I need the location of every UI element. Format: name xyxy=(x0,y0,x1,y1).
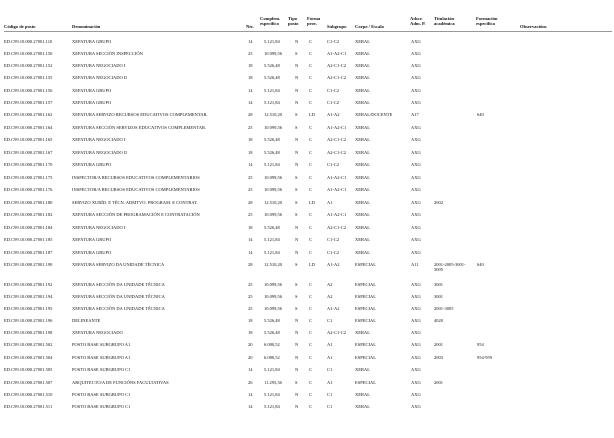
subgrupo-cell: C1 xyxy=(327,404,333,409)
codigo-cell: ED.C99.10.000.27001.155 xyxy=(4,75,53,80)
complemento-cell: 5.121,84 xyxy=(264,162,280,167)
nivel-cell: 14 xyxy=(248,162,253,167)
nivel-cell: 25 xyxy=(248,187,253,192)
header-titulacion: Titulación académica xyxy=(434,16,455,27)
forma-prov-cell: C xyxy=(309,237,313,242)
forma-prov-cell: C xyxy=(309,367,313,372)
adscr-cell: AXG xyxy=(411,282,421,287)
tipo-posto-cell: N xyxy=(295,150,299,155)
adscr-cell: AXG xyxy=(411,355,421,360)
forma-prov-cell: C xyxy=(309,137,313,142)
corpo-escala-cell: XERAL xyxy=(355,63,370,68)
codigo-cell: ED.C99.10.000.27001.198 xyxy=(4,330,53,335)
subgrupo-cell: A2-C1-C2 xyxy=(327,75,346,80)
codigo-cell: ED.C99.10.000.27001.110 xyxy=(4,39,53,44)
tipo-posto-cell: N xyxy=(295,404,299,409)
adscr-cell: AXG xyxy=(411,392,421,397)
tipo-posto-cell: N xyxy=(295,367,299,372)
subgrupo-cell: A2-C1-C2 xyxy=(327,330,346,335)
forma-prov-cell: C xyxy=(309,330,313,335)
denominacion-cell: XEFATURA NEGOCIADO I xyxy=(72,63,126,68)
codigo-cell: ED.C99.10.000.27001.511 xyxy=(4,404,53,409)
denominacion-cell: XEFATURA SECCIÓN DE PROGRAMACIÓN E CONTRATACIÓN xyxy=(72,212,200,217)
complemento-cell: 12.510,20 xyxy=(264,262,282,267)
titulacion-cell: 3001 xyxy=(434,294,443,299)
nivel-cell: 18 xyxy=(248,63,253,68)
denominacion-cell: XEFATURA SECCIÓN INSPECCIÓN xyxy=(72,51,143,56)
tipo-posto-cell: N xyxy=(295,318,299,323)
forma-prov-cell: C xyxy=(309,380,313,385)
adscr-cell: AXG xyxy=(411,39,421,44)
forma-prov-cell: C xyxy=(309,51,313,56)
codigo-cell: ED.C99.10.000.27001.510 xyxy=(4,392,53,397)
adscr-cell: AXG xyxy=(411,330,421,335)
subgrupo-cell: A1 xyxy=(327,200,333,205)
header-corpo: Corpo / Escala xyxy=(355,24,384,29)
corpo-escala-cell: XERAL xyxy=(355,200,370,205)
complemento-cell: 12.510,20 xyxy=(264,112,282,117)
corpo-escala-cell: XERAL/DOCENTE xyxy=(355,112,393,117)
corpo-escala-cell: ESPECIAL xyxy=(355,318,377,323)
codigo-cell: ED.C99.10.000.27001.180 xyxy=(4,200,53,205)
codigo-cell: ED.C99.10.000.27001.505 xyxy=(4,367,53,372)
denominacion-cell: ARQUITECTO/A DE FUNCIÓNS FACULTATIVAS xyxy=(72,380,169,385)
tipo-posto-cell: S xyxy=(295,200,298,205)
corpo-escala-cell: XERAL xyxy=(355,162,370,167)
corpo-escala-cell: XERAL xyxy=(355,51,370,56)
complemento-cell: 5.121,84 xyxy=(264,237,280,242)
corpo-escala-cell: XERAL xyxy=(355,137,370,142)
denominacion-cell: XEFATURA GRUPO xyxy=(72,100,112,105)
nivel-cell: 14 xyxy=(248,367,253,372)
complemento-cell: 11.295,36 xyxy=(264,380,282,385)
complemento-cell: 5.121,84 xyxy=(264,39,280,44)
codigo-cell: ED.C99.10.000.27001.194 xyxy=(4,294,53,299)
complemento-cell: 6.080,52 xyxy=(264,342,280,347)
tipo-posto-cell: S xyxy=(295,212,298,217)
nivel-cell: 14 xyxy=(248,39,253,44)
nivel-cell: 14 xyxy=(248,88,253,93)
adscr-cell: AXG xyxy=(411,63,421,68)
titulacion-cell: 2001-2005-3001-3005 xyxy=(434,262,466,272)
header-formacion: Formación específica xyxy=(476,16,498,27)
subgrupo-cell: A2-C1-C2 xyxy=(327,137,346,142)
denominacion-cell: XEFATURA GRUPO xyxy=(72,88,112,93)
corpo-escala-cell: XERAL xyxy=(355,237,370,242)
tipo-posto-cell: S xyxy=(295,175,298,180)
forma-prov-cell: C xyxy=(309,355,313,360)
forma-prov-cell: C xyxy=(309,187,313,192)
corpo-escala-cell: XERAL xyxy=(355,125,370,130)
forma-prov-cell: C xyxy=(309,212,313,217)
header-complemento: Complem. específico xyxy=(260,16,281,27)
corpo-escala-cell: XERAL xyxy=(355,187,370,192)
header-nivel: Niv. xyxy=(246,24,254,29)
nivel-cell: 18 xyxy=(248,150,253,155)
nivel-cell: 14 xyxy=(248,100,253,105)
titulacion-cell: 2001-3005 xyxy=(434,306,454,311)
tipo-posto-cell: N xyxy=(295,63,299,68)
tipo-posto-cell: N xyxy=(295,88,299,93)
subgrupo-cell: C1-C2 xyxy=(327,100,340,105)
codigo-cell: ED.C99.10.000.27001.152 xyxy=(4,63,53,68)
adscr-cell: A11 xyxy=(411,262,419,267)
nivel-cell: 28 xyxy=(248,112,253,117)
adscr-cell: AXG xyxy=(411,162,421,167)
tipo-posto-cell: S xyxy=(295,51,298,56)
forma-prov-cell: C xyxy=(309,318,313,323)
tipo-posto-cell: N xyxy=(295,162,299,167)
nivel-cell: 25 xyxy=(248,175,253,180)
complemento-cell: 5.121,84 xyxy=(264,392,280,397)
codigo-cell: ED.C99.10.000.27001.504 xyxy=(4,355,53,360)
adscr-cell: AXG xyxy=(411,75,421,80)
denominacion-cell: XEFATURA NEGOCIADO II xyxy=(72,75,127,80)
subgrupo-cell: C1-C2 xyxy=(327,39,340,44)
nivel-cell: 14 xyxy=(248,404,253,409)
forma-prov-cell: C xyxy=(309,88,313,93)
nivel-cell: 18 xyxy=(248,75,253,80)
tipo-posto-cell: N xyxy=(295,100,299,105)
header-codigo: Código de posto xyxy=(4,24,36,29)
nivel-cell: 18 xyxy=(248,225,253,230)
codigo-cell: ED.C99.10.000.27001.176 xyxy=(4,187,53,192)
adscr-cell: AXG xyxy=(411,187,421,192)
nivel-cell: 25 xyxy=(248,125,253,130)
subgrupo-cell: C1 xyxy=(327,367,333,372)
forma-prov-cell: C xyxy=(309,100,313,105)
codigo-cell: ED.C99.10.000.27001.185 xyxy=(4,237,53,242)
tipo-posto-cell: S xyxy=(295,380,298,385)
corpo-escala-cell: XERAL xyxy=(355,39,370,44)
corpo-escala-cell: XERAL xyxy=(355,330,370,335)
forma-prov-cell: C xyxy=(309,162,313,167)
tipo-posto-cell: N xyxy=(295,250,299,255)
subgrupo-cell: C1 xyxy=(327,318,333,323)
nivel-cell: 14 xyxy=(248,237,253,242)
tipo-posto-cell: S xyxy=(295,282,298,287)
complemento-cell: 10.099,56 xyxy=(264,175,282,180)
codigo-cell: ED.C99.10.000.27001.157 xyxy=(4,100,53,105)
corpo-escala-cell: XERAL xyxy=(355,75,370,80)
adscr-cell: AXG xyxy=(411,51,421,56)
formacion-cell: 640 xyxy=(477,262,484,267)
adscr-cell: AXG xyxy=(411,367,421,372)
adscr-cell: AXG xyxy=(411,404,421,409)
tipo-posto-cell: S xyxy=(295,187,298,192)
denominacion-cell: XEFATURA NEGOCIADO II xyxy=(72,150,127,155)
subgrupo-cell: A2-C1-C2 xyxy=(327,150,346,155)
tipo-posto-cell: N xyxy=(295,75,299,80)
subgrupo-cell: A2 xyxy=(327,282,333,287)
adscr-cell: AXG xyxy=(411,380,421,385)
corpo-escala-cell: ESPECIAL xyxy=(355,306,377,311)
denominacion-cell: XEFATURA NEGOCIADO xyxy=(72,330,123,335)
codigo-cell: ED.C99.10.000.27001.150 xyxy=(4,51,53,56)
adscr-cell: AXG xyxy=(411,237,421,242)
adscr-cell: AXG xyxy=(411,125,421,130)
corpo-escala-cell: ESPECIAL xyxy=(355,342,377,347)
codigo-cell: ED.C99.10.000.27001.175 xyxy=(4,175,53,180)
subgrupo-cell: C1-C2 xyxy=(327,250,340,255)
nivel-cell: 18 xyxy=(248,318,253,323)
forma-prov-cell: C xyxy=(309,404,313,409)
denominacion-cell: XEFATURA SECCIÓN DA UNIDADE TÉCNICA xyxy=(72,294,165,299)
denominacion-cell: SERVIZO XURÍD. E TÉCN. ADMTVO. PROGRAM. E CONTRAT. xyxy=(72,200,198,205)
denominacion-cell: XEFATURA SECCIÓN DA UNIDADE TÉCNICA xyxy=(72,306,165,311)
corpo-escala-cell: XERAL xyxy=(355,225,370,230)
complemento-cell: 10.099,56 xyxy=(264,187,282,192)
corpo-escala-cell: ESPECIAL xyxy=(355,282,377,287)
header-adscr: Adscr. Adm. P. xyxy=(410,16,426,27)
corpo-escala-cell: XERAL xyxy=(355,175,370,180)
header-observacions: Observacións xyxy=(520,24,547,29)
denominacion-cell: XEFATURA SECCIÓN SERVIZOS EDUCATIVOS COMPLEMENTAR. xyxy=(72,125,207,130)
complemento-cell: 5.526,48 xyxy=(264,318,280,323)
subgrupo-cell: A1-A2 xyxy=(327,306,340,311)
subgrupo-cell: A2 xyxy=(327,294,333,299)
nivel-cell: 18 xyxy=(248,137,253,142)
subgrupo-cell: A1-A2-C1 xyxy=(327,51,347,56)
forma-prov-cell: C xyxy=(309,75,313,80)
forma-prov-cell: LD xyxy=(309,112,315,117)
nivel-cell: 25 xyxy=(248,306,253,311)
tipo-posto-cell: N xyxy=(295,330,299,335)
nivel-cell: 25 xyxy=(248,212,253,217)
adscr-cell: AXG xyxy=(411,150,421,155)
denominacion-cell: POSTO BASE SUBGRUPO C1 xyxy=(72,392,131,397)
complemento-cell: 5.526,48 xyxy=(264,137,280,142)
formacion-cell: 954-959 xyxy=(477,355,492,360)
forma-prov-cell: LD xyxy=(309,200,315,205)
denominacion-cell: INSPECTOR/A RECURSOS EDUCATIVOS COMPLEMENTARIOS xyxy=(72,187,200,192)
forma-prov-cell: C xyxy=(309,282,313,287)
subgrupo-cell: A1-A2 xyxy=(327,262,340,267)
corpo-escala-cell: XERAL xyxy=(355,150,370,155)
corpo-escala-cell: XERAL xyxy=(355,367,370,372)
titulacion-cell: 4020 xyxy=(434,318,443,323)
tipo-posto-cell: N xyxy=(295,237,299,242)
forma-prov-cell: C xyxy=(309,250,313,255)
nivel-cell: 25 xyxy=(248,294,253,299)
header-forma-prov: Forma prov. xyxy=(307,16,321,27)
corpo-escala-cell: ESPECIAL xyxy=(355,380,377,385)
codigo-cell: ED.C99.10.000.27001.502 xyxy=(4,342,53,347)
adscr-cell: AXG xyxy=(411,175,421,180)
tipo-posto-cell: N xyxy=(295,39,299,44)
complemento-cell: 10.099,56 xyxy=(264,125,282,130)
complemento-cell: 5.526,48 xyxy=(264,75,280,80)
tipo-posto-cell: N xyxy=(295,355,299,360)
denominacion-cell: XEFATURA GRUPO xyxy=(72,39,112,44)
forma-prov-cell: LD xyxy=(309,262,315,267)
adscr-cell: AXG xyxy=(411,342,421,347)
titulacion-cell: 2001 xyxy=(434,342,443,347)
subgrupo-cell: C1-C2 xyxy=(327,237,340,242)
header-rule xyxy=(4,31,612,32)
subgrupo-cell: C1 xyxy=(327,392,333,397)
forma-prov-cell: C xyxy=(309,342,313,347)
header-denominacion: Denominación xyxy=(72,24,101,29)
denominacion-cell: POSTO BASE SUBGRUPO C1 xyxy=(72,367,131,372)
codigo-cell: ED.C99.10.000.27001.162 xyxy=(4,112,53,117)
forma-prov-cell: C xyxy=(309,306,313,311)
forma-prov-cell: C xyxy=(309,225,313,230)
tipo-posto-cell: S xyxy=(295,294,298,299)
denominacion-cell: XEFATURA SECCIÓN DA UNIDADE TÉCNICA xyxy=(72,282,165,287)
subgrupo-cell: A1 xyxy=(327,380,333,385)
denominacion-cell: POSTO BASE SUBGRUPO C1 xyxy=(72,404,131,409)
tipo-posto-cell: S xyxy=(295,262,298,267)
nivel-cell: 26 xyxy=(248,380,253,385)
tipo-posto-cell: N xyxy=(295,137,299,142)
tipo-posto-cell: S xyxy=(295,306,298,311)
complemento-cell: 5.526,48 xyxy=(264,225,280,230)
codigo-cell: ED.C99.10.000.27001.190 xyxy=(4,262,53,267)
tipo-posto-cell: N xyxy=(295,392,299,397)
nivel-cell: 14 xyxy=(248,392,253,397)
subgrupo-cell: A2-C1-C2 xyxy=(327,225,346,230)
corpo-escala-cell: ESPECIAL xyxy=(355,294,377,299)
nivel-cell: 20 xyxy=(248,355,253,360)
subgrupo-cell: A2-C1-C2 xyxy=(327,63,346,68)
codigo-cell: ED.C99.10.000.27001.196 xyxy=(4,318,53,323)
nivel-cell: 20 xyxy=(248,342,253,347)
denominacion-cell: XEFATURA SERVIZO DA UNIDADE TÉCNICA xyxy=(72,262,165,267)
adscr-cell: AXG xyxy=(411,137,421,142)
complemento-cell: 5.526,48 xyxy=(264,150,280,155)
formacion-cell: 954 xyxy=(477,342,484,347)
codigo-cell: ED.C99.10.000.27001.170 xyxy=(4,162,53,167)
complemento-cell: 10.099,56 xyxy=(264,306,282,311)
adscr-cell: AXG xyxy=(411,250,421,255)
denominacion-cell: XEFATURA GRUPO xyxy=(72,162,112,167)
corpo-escala-cell: ESPECIAL xyxy=(355,355,377,360)
tipo-posto-cell: N xyxy=(295,342,299,347)
complemento-cell: 5.526,48 xyxy=(264,63,280,68)
codigo-cell: ED.C99.10.000.27001.192 xyxy=(4,282,53,287)
subgrupo-cell: A1-A2-C1 xyxy=(327,125,347,130)
complemento-cell: 10.099,56 xyxy=(264,294,282,299)
formacion-cell: 640 xyxy=(477,112,484,117)
denominacion-cell: DELINEANTE xyxy=(72,318,101,323)
denominacion-cell: XEFATURA GRUPO xyxy=(72,250,112,255)
denominacion-cell: XEFATURA GRUPO xyxy=(72,237,112,242)
complemento-cell: 10.099,56 xyxy=(264,51,282,56)
codigo-cell: ED.C99.10.000.27001.507 xyxy=(4,380,53,385)
codigo-cell: ED.C99.10.000.27001.165 xyxy=(4,137,53,142)
adscr-cell: AXG xyxy=(411,294,421,299)
complemento-cell: 5.526,48 xyxy=(264,330,280,335)
complemento-cell: 10.099,56 xyxy=(264,212,282,217)
subgrupo-cell: C1-C2 xyxy=(327,88,340,93)
adscr-cell: AXG xyxy=(411,88,421,93)
codigo-cell: ED.C99.10.000.27001.187 xyxy=(4,250,53,255)
codigo-cell: ED.C99.10.000.27001.195 xyxy=(4,306,53,311)
adscr-cell: AXG xyxy=(411,318,421,323)
adscr-cell: AXG xyxy=(411,212,421,217)
codigo-cell: ED.C99.10.000.27001.182 xyxy=(4,212,53,217)
forma-prov-cell: C xyxy=(309,125,313,130)
denominacion-cell: XEFATURA SERVIZO RECURSOS EDUCATIVOS COMPLEMENTAR. xyxy=(72,112,208,117)
complemento-cell: 5.121,84 xyxy=(264,367,280,372)
adscr-cell: A17 xyxy=(411,112,419,117)
nivel-cell: 28 xyxy=(248,262,253,267)
forma-prov-cell: C xyxy=(309,294,313,299)
titulacion-cell: 2003 xyxy=(434,355,443,360)
corpo-escala-cell: ESPECIAL xyxy=(355,262,377,267)
subgrupo-cell: A1-A2-C1 xyxy=(327,187,347,192)
corpo-escala-cell: XERAL xyxy=(355,100,370,105)
nivel-cell: 25 xyxy=(248,282,253,287)
codigo-cell: ED.C99.10.000.27001.167 xyxy=(4,150,53,155)
corpo-escala-cell: XERAL xyxy=(355,404,370,409)
subgrupo-cell: A1-A2-C1 xyxy=(327,212,347,217)
nivel-cell: 25 xyxy=(248,51,253,56)
denominacion-cell: XEFATURA NEGOCIADO I xyxy=(72,137,126,142)
codigo-cell: ED.C99.10.000.27001.164 xyxy=(4,125,53,130)
corpo-escala-cell: XERAL xyxy=(355,212,370,217)
nivel-cell: 28 xyxy=(248,200,253,205)
subgrupo-cell: A1-A2-C1 xyxy=(327,175,347,180)
forma-prov-cell: C xyxy=(309,150,313,155)
titulacion-cell: 2001 xyxy=(434,380,443,385)
denominacion-cell: POSTO BASE SUBGRUPO A1 xyxy=(72,355,131,360)
subgrupo-cell: A1 xyxy=(327,355,333,360)
adscr-cell: AXG xyxy=(411,200,421,205)
complemento-cell: 6.080,52 xyxy=(264,355,280,360)
header-subgrupo: Subgrupo xyxy=(327,24,347,29)
tipo-posto-cell: S xyxy=(295,125,298,130)
nivel-cell: 14 xyxy=(248,250,253,255)
complemento-cell: 5.121,84 xyxy=(264,88,280,93)
titulacion-cell: 2002 xyxy=(434,200,443,205)
tipo-posto-cell: N xyxy=(295,225,299,230)
subgrupo-cell: A1 xyxy=(327,342,333,347)
denominacion-cell: INSPECTOR/A RECURSOS EDUCATIVOS COMPLEMENTARIOS xyxy=(72,175,200,180)
adscr-cell: AXG xyxy=(411,225,421,230)
corpo-escala-cell: XERAL xyxy=(355,392,370,397)
subgrupo-cell: C1-C2 xyxy=(327,162,340,167)
complemento-cell: 5.121,84 xyxy=(264,250,280,255)
codigo-cell: ED.C99.10.000.27001.184 xyxy=(4,225,53,230)
codigo-cell: ED.C99.10.000.27001.156 xyxy=(4,88,53,93)
corpo-escala-cell: XERAL xyxy=(355,250,370,255)
adscr-cell: AXG xyxy=(411,100,421,105)
subgrupo-cell: A1-A2 xyxy=(327,112,340,117)
complemento-cell: 12.510,20 xyxy=(264,200,282,205)
corpo-escala-cell: XERAL xyxy=(355,88,370,93)
titulacion-cell: 3001 xyxy=(434,282,443,287)
complemento-cell: 10.099,56 xyxy=(264,282,282,287)
denominacion-cell: POSTO BASE SUBGRUPO A1 xyxy=(72,342,131,347)
forma-prov-cell: C xyxy=(309,175,313,180)
header-tipo-posto: Tipo posto xyxy=(288,16,299,27)
forma-prov-cell: C xyxy=(309,392,313,397)
forma-prov-cell: C xyxy=(309,63,313,68)
complemento-cell: 5.121,84 xyxy=(264,404,280,409)
nivel-cell: 18 xyxy=(248,330,253,335)
adscr-cell: AXG xyxy=(411,306,421,311)
forma-prov-cell: C xyxy=(309,39,313,44)
tipo-posto-cell: S xyxy=(295,112,298,117)
complemento-cell: 5.121,84 xyxy=(264,100,280,105)
denominacion-cell: XEFATURA NEGOCIADO I xyxy=(72,225,126,230)
